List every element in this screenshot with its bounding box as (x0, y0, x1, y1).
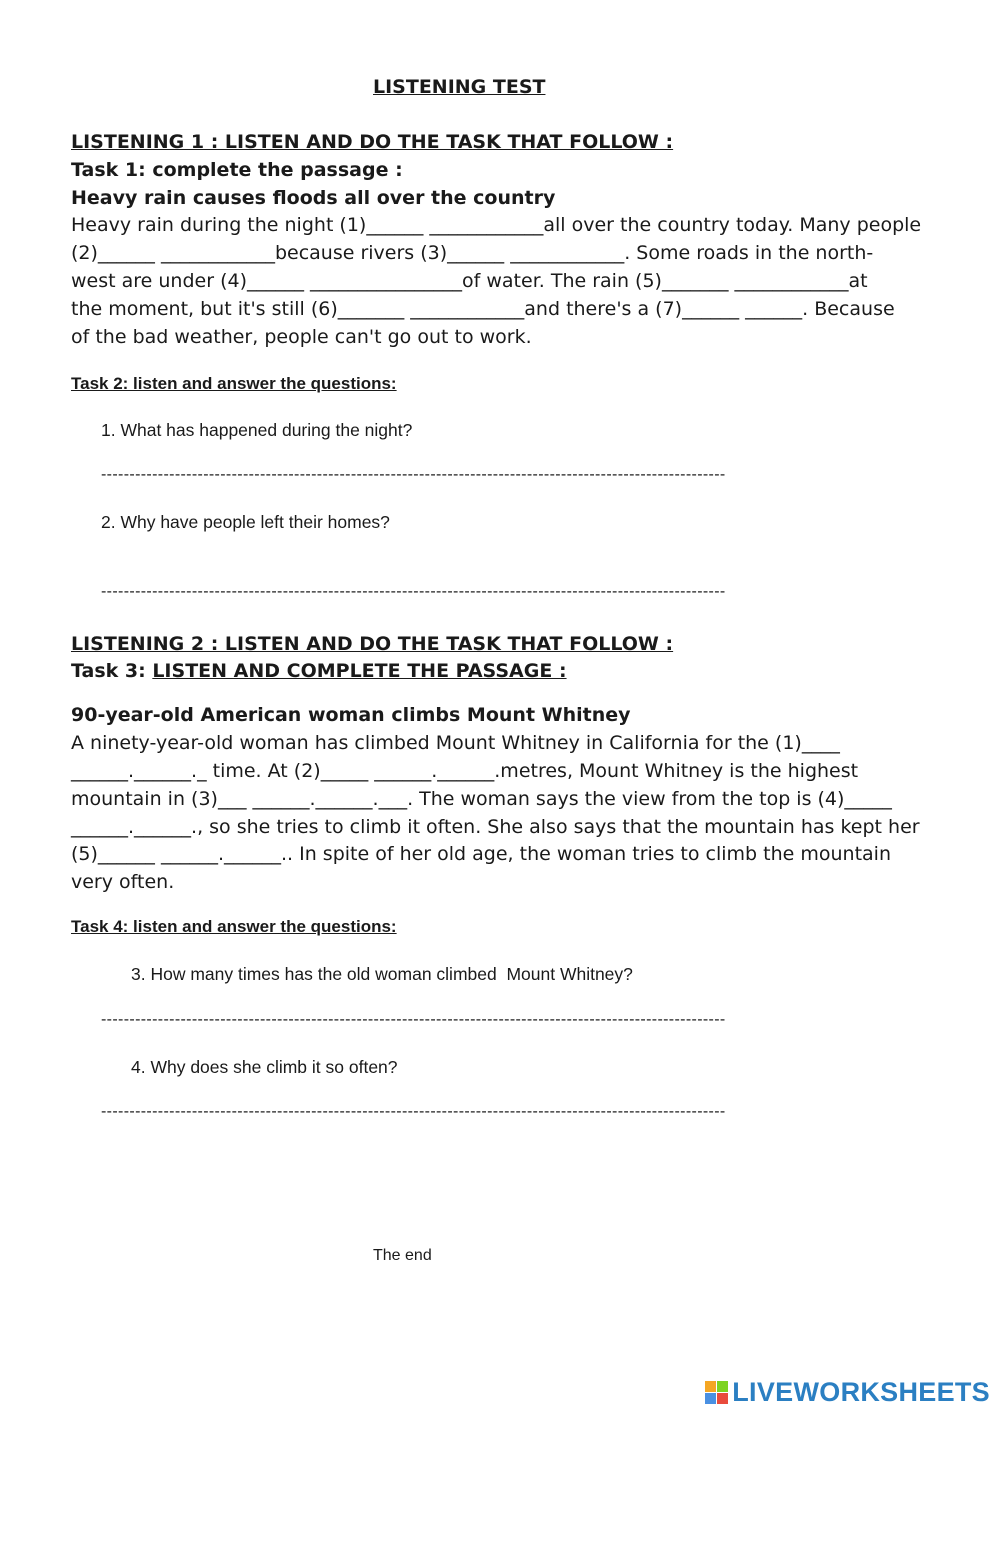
passage-1-title: Heavy rain causes floods all over the country (71, 187, 556, 209)
question-1: 1. What has happened during the night? (101, 420, 413, 440)
task-3-label (71, 660, 567, 682)
answer-line-1[interactable]: -------------------------------------------------------------------------------------------------------------- (101, 466, 726, 483)
question-2: 2. Why have people left their homes? (101, 512, 390, 532)
task-4-label: Task 4: listen and answer the questions: (71, 917, 397, 936)
passage-2-line: mountain in (3)___ ______.______.___. The woman says the view from the top is (4)_____ (71, 788, 892, 810)
listening-2-heading: LISTENING 2 : LISTEN AND DO THE TASK THAT FOLLOW : (71, 633, 674, 655)
task-2-label: Task 2: listen and answer the questions: (71, 374, 397, 393)
liveworksheets-blocks-icon (705, 1381, 729, 1405)
liveworksheets-logo (705, 1377, 990, 1408)
passage-1-line: (2)______ ____________because rivers (3)______ ____________. Some roads in the north- (71, 242, 874, 264)
task-3-prefix: Task 3: (71, 660, 153, 682)
answer-line-3[interactable]: -------------------------------------------------------------------------------------------------------------- (101, 1011, 726, 1028)
passage-1-line: of the bad weather, people can't go out to work. (71, 326, 532, 348)
brand-name: LIVEWORKSHEETS (732, 1377, 990, 1407)
passage-1-line: Heavy rain during the night (1)______ ____________all over the country today. Many people (71, 214, 922, 236)
passage-1-line: west are under (4)______ ________________of water. The rain (5)_______ ____________at (71, 270, 868, 292)
footer-end-text: The end (373, 1247, 432, 1264)
passage-2-title: 90-year-old American woman climbs Mount Whitney (71, 704, 631, 726)
task-1-label: Task 1: complete the passage : (71, 159, 403, 181)
passage-2-line: (5)______ ______.______.. In spite of her old age, the woman tries to climb the mountain (71, 843, 891, 865)
passage-2-line: A ninety-year-old woman has climbed Mount Whitney in California for the (1)____ (71, 732, 840, 754)
answer-line-4[interactable]: -------------------------------------------------------------------------------------------------------------- (101, 1103, 726, 1120)
passage-2-line: very often. (71, 871, 175, 893)
passage-2-line: ______.______._ time. At (2)_____ ______.______.metres, Mount Whitney is the highest (71, 760, 859, 782)
page-title: LISTENING TEST (373, 76, 546, 98)
answer-line-2[interactable]: -------------------------------------------------------------------------------------------------------------- (101, 583, 726, 600)
question-3: 3. How many times has the old woman climbed Mount Whitney? (131, 964, 633, 984)
listening-1-heading: LISTENING 1 : LISTEN AND DO THE TASK THAT FOLLOW : (71, 131, 674, 153)
passage-1-line: the moment, but it's still (6)_______ ____________and there's a (7)______ ______. Because (71, 298, 895, 320)
passage-2-line: ______.______., so she tries to climb it often. She also says that the mountain has kept her (71, 816, 920, 838)
question-4: 4. Why does she climb it so often? (131, 1057, 398, 1077)
task-3-instruction: LISTEN AND COMPLETE THE PASSAGE : (152, 660, 567, 682)
